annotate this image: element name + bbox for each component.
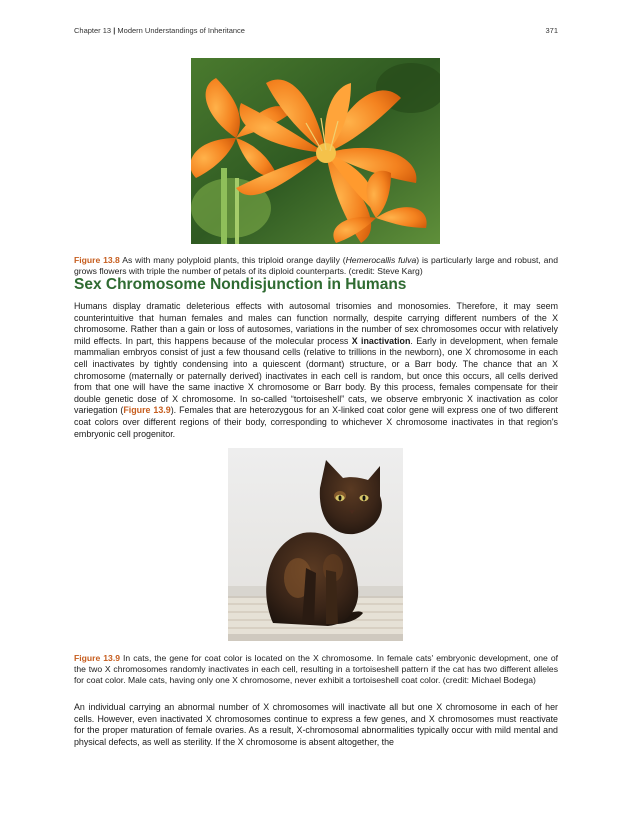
caption-text: As with many polyploid plants, this triploid orange daylily ( xyxy=(119,254,346,265)
species-name: Hemerocallis fulva xyxy=(345,254,417,265)
figure-13-9-label: Figure 13.9 xyxy=(74,652,121,663)
paragraph-text: An individual carrying an abnormal number of X chromosomes will inactivate all but one X chromosome in each of her cells. However, even inactivated X chromosomes continue to express a few genes, and X chromosomes must reactivate for the proper maturation of female ovaries. As a result, X-chromosomal abnormalities typically occur with mild mental and physical defects, as well as sterility. If the X chromosome is absent altogether, the xyxy=(74,702,558,747)
section-title: Sex Chromosome Nondisjunction in Humans xyxy=(74,276,407,293)
figure-13-8-label: Figure 13.8 xyxy=(74,254,120,265)
figure-13-8-caption xyxy=(74,255,558,277)
header-chapter-label: Chapter 13 xyxy=(74,25,112,35)
running-header xyxy=(74,23,558,37)
caption-text: ) is particularly large and robust, and grows flowers with triple the number of petals of its diploid counterparts. (credit: Steve Karg) xyxy=(74,254,558,276)
daylily-illustration xyxy=(191,58,440,244)
header-separator: | xyxy=(113,25,116,35)
paragraph-text: . Early in development, when female mammalian embryos consist of just a few thousand cells (relative to trillions in the newborn), one X chromosome in each cell inactivates by tightly condensing into a quiescent (dormant) structure, or a Barr body. The chance that an X chromosome (maternally or paternally derived) inactivates in each cell is random, but once this occurs, all cells derived from that one will have the same inactive X chromosome or Barr body. By this process, females compensate for their double genetic dose of X chromosome. In so-called “tortoiseshell” cats, we observe embryonic X inactivation as color variegation ( xyxy=(74,335,559,416)
header-chapter xyxy=(74,26,245,35)
paragraph-text: ). Females that are heterozygous for an X-linked coat color gene will express one of two different coat colors over different regions of their body, corresponding to whichever X chromosome inactivates in that region's embryonic cell progenitor. xyxy=(74,405,558,439)
body-paragraph xyxy=(74,301,558,440)
figure-13-9-link[interactable]: Figure 13.9 xyxy=(123,405,171,416)
caption-text: In cats, the gene for coat color is located on the X chromosome. In female cats' embryonic development, one of the two X chromosomes randomly inactivates in each cell, resulting in a tortoiseshell pattern if the cat has two different alleles for coat color. Male cats, having only one X chromosome, never exhibit a tortoiseshell coat color. (credit: Michael Bodega) xyxy=(74,652,558,685)
page-number: 371 xyxy=(545,25,558,35)
key-term: X inactivation xyxy=(351,335,411,346)
header-chapter-title: Modern Understandings of Inheritance xyxy=(117,25,245,35)
paragraph-text: Humans display dramatic deleterious effects with autosomal trisomies and monosomies. Therefore, it may seem counterintuitive that human females and males can function normally, despite carrying different numbers of the X chromosome. Rather than a gain or loss of autosomes, variations in the number of sex chromosomes occur with relatively mild effects. In part, this happens because of the molecular process xyxy=(74,301,558,346)
body-paragraph xyxy=(74,702,558,748)
tortoiseshell-cat-photo xyxy=(228,448,403,641)
cat-illustration xyxy=(228,448,403,641)
orange-daylily-photo xyxy=(191,58,440,244)
figure-13-9-caption xyxy=(74,653,558,686)
